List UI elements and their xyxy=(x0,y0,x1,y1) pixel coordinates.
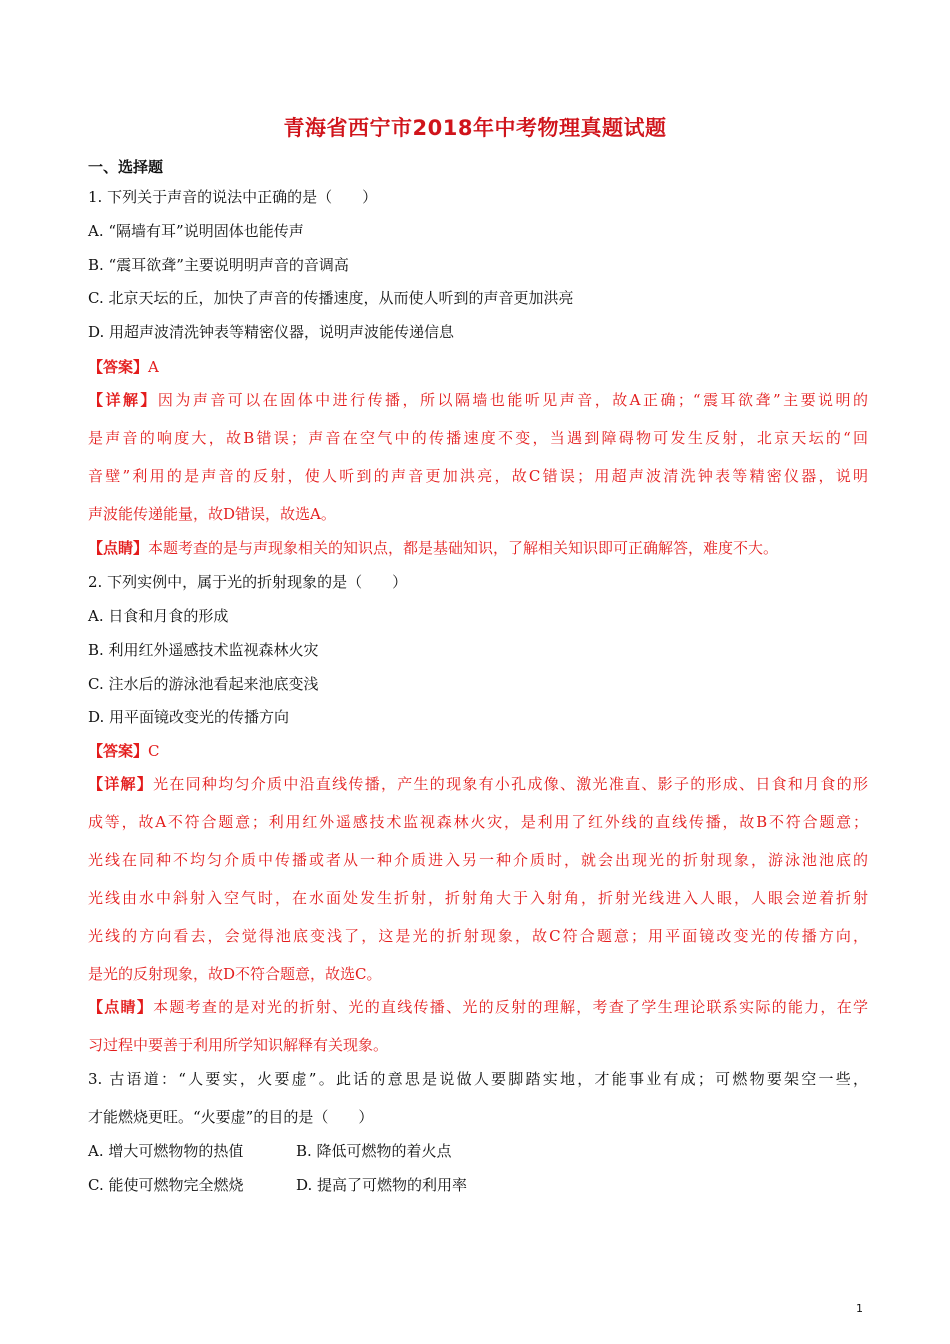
question-2-stem: 2. 下列实例中，属于光的折射现象的是（ ） xyxy=(88,573,408,591)
question-3-option-d: D. 提高了可燃物的利用率 xyxy=(296,1176,468,1194)
comment-tag: 【点睛】 xyxy=(88,539,149,557)
question-1-stem: 1. 下列关于声音的说法中正确的是（ ） xyxy=(88,188,378,206)
question-2-option-d: D. 用平面镜改变光的传播方向 xyxy=(88,708,290,726)
comment-text: 本题考查的是与声现象相关的知识点，都是基础知识，了解相关知识即可正确解答，难度不大。 xyxy=(148,539,779,557)
question-1-detail-line: 声波能传递能量，故D错误，故选A。 xyxy=(88,505,336,523)
question-1-option-b: B. “震耳欲聋”主要说明明声音的音调高 xyxy=(88,256,349,274)
answer-tag: 【答案】 xyxy=(88,358,149,376)
question-1-option-a: A. “隔墙有耳”说明固体也能传声 xyxy=(88,222,304,240)
question-2-comment-line: 习过程中要善于利用所学知识解释有关现象。 xyxy=(88,1036,389,1054)
page-title: 青海省西宁市2018年中考物理真题试题 xyxy=(283,116,667,140)
question-1-answer xyxy=(88,356,868,378)
question-3-option-a: A. 增大可燃物物的热值 xyxy=(88,1142,244,1160)
question-1-detail-line: 是声音的响度大，故B错误；声音在空气中的传播速度不变，当遇到障碍物可发生反射，北京天坛的“回 xyxy=(88,429,868,447)
question-3-option-c: C. 能使可燃物完全燃烧 xyxy=(88,1176,244,1194)
question-1-detail-line: 音壁”利用的是声音的反射，使人听到的声音更加洪亮，故C错误；用超声波清洗钟表等精密仪器，说明 xyxy=(88,467,868,485)
question-2-detail-line xyxy=(88,773,868,795)
detail-tag: 【详解】 xyxy=(88,775,154,793)
question-1-detail-line xyxy=(88,389,868,411)
question-2-detail-line: 光线由水中斜射入空气时，在水面处发生折射，折射角大于入射角，折射光线进入人眼，人眼会逆着折射 xyxy=(88,889,868,907)
question-1-option-d: D. 用超声波清洗钟表等精密仪器，说明声波能传递信息 xyxy=(88,323,455,341)
question-2-option-b: B. 利用红外遥感技术监视森林火灾 xyxy=(88,641,319,659)
question-2-detail-line: 成等，故A不符合题意；利用红外遥感技术监视森林火灾，是利用了红外线的直线传播，故B不符合题意； xyxy=(88,813,868,831)
answer-tag: 【答案】 xyxy=(88,742,149,760)
question-1-option-c: C. 北京天坛的丘，加快了声音的传播速度，从而使人听到的声音更加洪亮 xyxy=(88,289,574,307)
question-3-stem-line: 才能燃烧更旺。“火要虚”的目的是（ ） xyxy=(88,1108,374,1126)
answer-value: A xyxy=(148,358,159,376)
question-2-detail-line: 光线在同种不均匀介质中传播或者从一种介质进入另一种介质时，就会出现光的折射现象，游泳池池底的 xyxy=(88,851,868,869)
question-3-option-b: B. 降低可燃物的着火点 xyxy=(296,1142,452,1160)
detail-text: 因为声音可以在固体中进行传播，所以隔墙也能听见声音，故A正确；“震耳欲聋”主要说明的 xyxy=(157,391,868,409)
question-2-answer xyxy=(88,740,868,762)
comment-text: 本题考查的是对光的折射、光的直线传播、光的反射的理解，考查了学生理论联系实际的能力，在学 xyxy=(153,998,868,1016)
detail-text: 光在同种均匀介质中沿直线传播，产生的现象有小孔成像、激光准直、影子的形成、日食和月食的形 xyxy=(153,775,868,793)
question-2-comment xyxy=(88,996,868,1018)
answer-value: C xyxy=(148,742,160,760)
question-2-detail-line: 是光的反射现象，故D不符合题意，故选C。 xyxy=(88,965,382,983)
comment-tag: 【点睛】 xyxy=(88,998,154,1016)
question-3-options-row xyxy=(88,1174,868,1196)
question-1-comment xyxy=(88,537,868,559)
detail-tag: 【详解】 xyxy=(88,391,158,409)
question-2-option-a: A. 日食和月食的形成 xyxy=(88,607,229,625)
page-number: 1 xyxy=(856,1302,863,1315)
section-heading: 一、选择题 xyxy=(88,158,164,176)
question-3-options-row xyxy=(88,1140,868,1162)
question-3-stem-line: 3. 古语道：“人要实，火要虚”。此话的意思是说做人要脚踏实地，才能事业有成；可燃物要架空一些， xyxy=(88,1070,868,1088)
question-2-detail-line: 光线的方向看去，会觉得池底变浅了，这是光的折射现象，故C符合题意；用平面镜改变光的传播方向， xyxy=(88,927,868,945)
question-2-option-c: C. 注水后的游泳池看起来池底变浅 xyxy=(88,675,319,693)
